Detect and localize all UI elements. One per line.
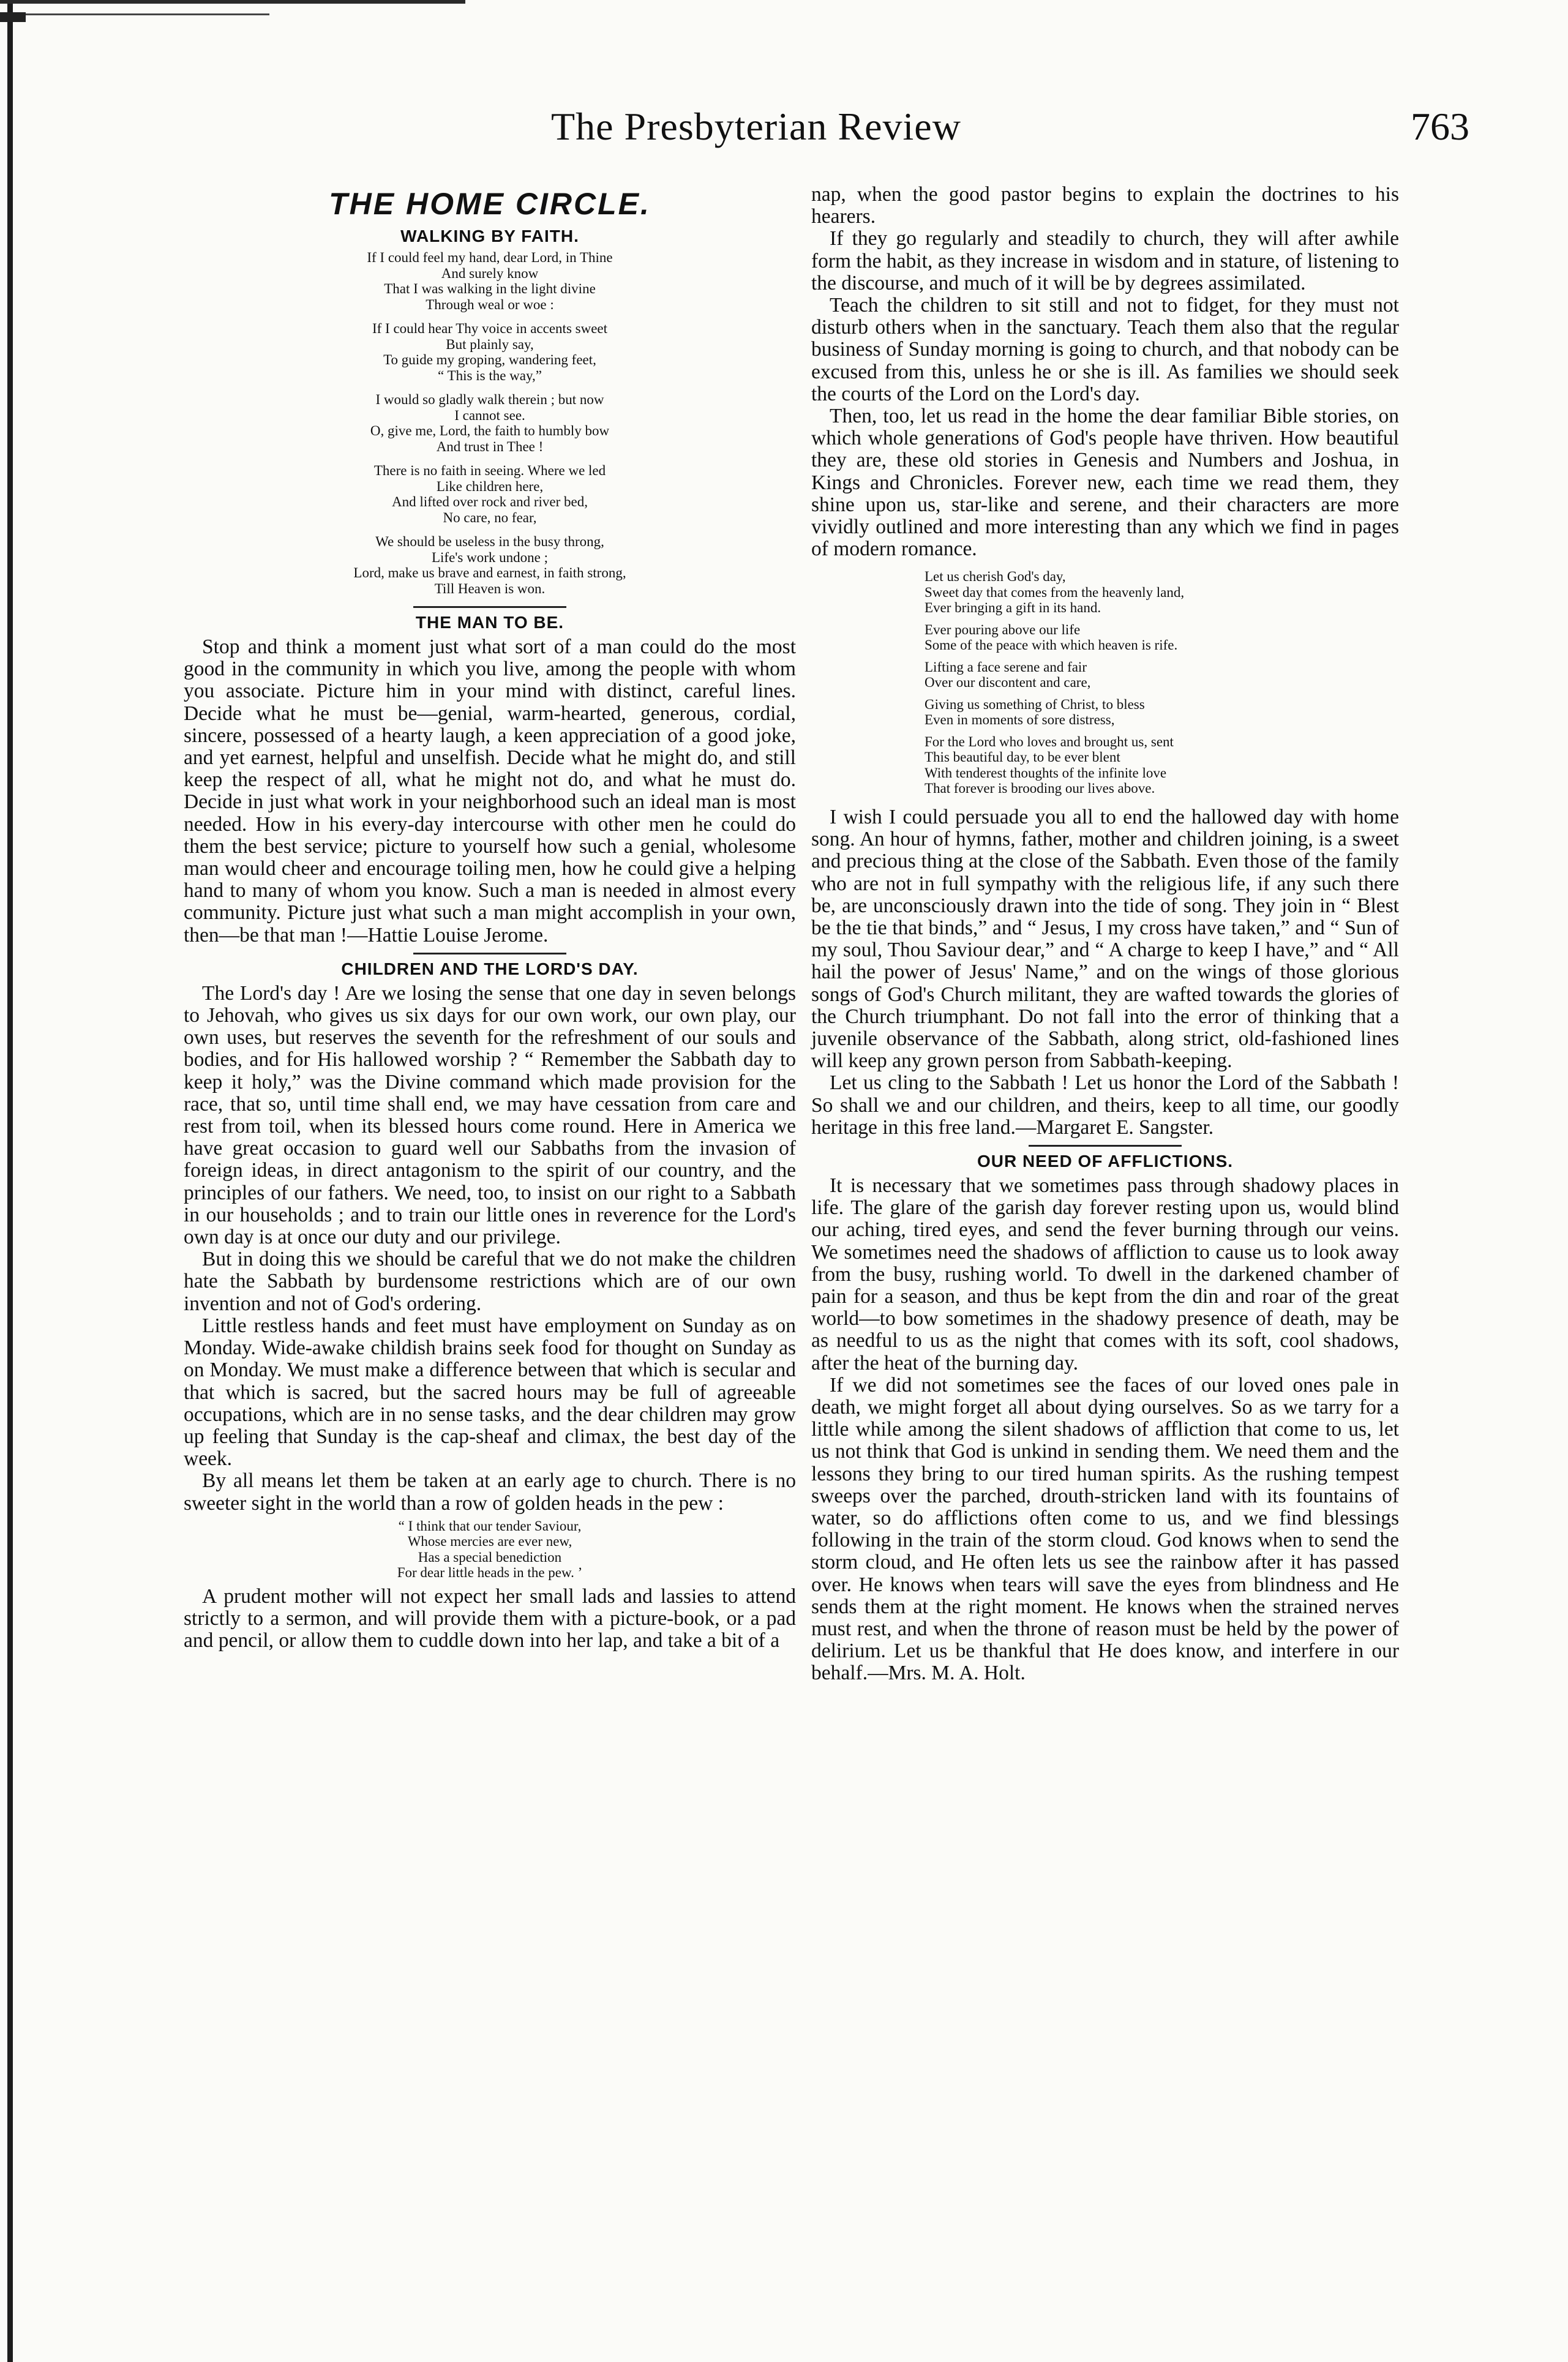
article-title-need-of-afflictions: OUR NEED OF AFFLICTIONS. (977, 1152, 1234, 1171)
verse-line: That forever is brooding our lives above. (925, 781, 1155, 797)
poem-stanza (925, 659, 1399, 691)
verse-line: Lord, make us brave and earnest, in faith strong, (353, 565, 626, 580)
verse-line: That I was walking in the light divine (384, 281, 596, 296)
poem-stanza (925, 734, 1399, 797)
article-paragraph: Little restless hands and feet must have employment on Sunday as on Monday. Wide-awake childish brains seek food for thought on Sunday as on Monday. We must make a difference between that which is secular and that which is sacred, but the sacred hours may be full of agreeable occupations, which are in no sense tasks, and the dear children may grow up feeling that Sunday is the cap-sheaf and climax, the best day of the week. (184, 1314, 796, 1471)
article-paragraph: Let us cling to the Sabbath ! Let us honor the Lord of the Sabbath ! So shall we and our children, and theirs, keep to all time, our goodly heritage in this free land.—Margaret E. Sangster. (811, 1071, 1399, 1139)
journal-title: The Presbyterian Review (551, 105, 961, 148)
article-title-man-to-be: THE MAN TO BE. (415, 613, 565, 632)
article-paragraph: A prudent mother will not expect her small lads and lassies to attend strictly to a sermon, and will provide them with a picture-book, or a pad and pencil, or allow them to cuddle down into her lap, and take a bit of a (184, 1584, 796, 1652)
verse-line: O, give me, Lord, the faith to humbly bow (370, 423, 610, 438)
top-edge-rule (0, 0, 465, 4)
verse-line: Through weal or woe : (426, 296, 554, 312)
verse-line: With tenderest thoughts of the infinite love (925, 765, 1167, 781)
article-title-children-lords-day: CHILDREN AND THE LORD'S DAY. (341, 959, 639, 978)
article-paragraph: I wish I could persuade you all to end the hallowed day with home song. An hour of hymns, father, mother and children joining, is a sweet and precious thing at the close of the Sabbath. Even those of the family who are not in full sympathy with the religious life, if any such there be, are unconsciously drawn into the tide of song. They join in “ Blest be the tie that binds,” and “ Jesus, I my cross have taken,” and “ Sun of my soul, Thou Saviour dear,” and “ A charge to keep I have,” and “ All hail the power of Jesus' Name,” and on the wings of those glorious songs of God's Church militant, they are wafted towards the glories of the Church triumphant. Do not fall into the error of thinking that a juvenile observance of the Sabbath, along strict, old-fashioned lines will keep any grown person from Sabbath-keeping. (811, 805, 1399, 1073)
article-paragraph: Stop and think a moment just what sort of a man could do the most good in the community in which you live, among the people with whom you associate. Picture him in your mind with distinct, careful lines. Decide what he must be—genial, warm-hearted, generous, cordial, sincere, possessed of a hearty laugh, a keen appreciation of a good joke, and yet earnest, helpful and unselfish. Decide what he might do, and still keep the respect of all, what he might not do, and what he must do. Decide in just what work in your neighborhood such an ideal man is most needed. How in his every-day intercourse with other men he could do them the best service; picture to yourself how such a genial, wholesome man would cheer and encourage toiling men, how he could give a helping hand to many of whom you know. Such a man is needed in almost every community. Picture just what such a man might accomplish in your own, then—be that man !—Hattie Louise Jerome. (184, 635, 796, 947)
verse-line: For the Lord who loves and brought us, sent (925, 733, 1174, 749)
page-number: 763 (1411, 105, 1469, 148)
verse-line: Lifting a face serene and fair (925, 659, 1087, 675)
verse-line: Giving us something of Christ, to bless (925, 696, 1145, 712)
verse-line: No care, no fear, (443, 509, 537, 525)
verse-line: Like children here, (436, 478, 544, 494)
verse-line: There is no faith in seeing. Where we led (373, 463, 606, 478)
article-paragraph: nap, when the good pastor begins to explain the doctrines to his hearers. (811, 183, 1399, 228)
poem-stanza (925, 622, 1399, 653)
verse-line: Has a special benediction (418, 1549, 562, 1565)
article-paragraph: It is necessary that we sometimes pass through shadowy places in life. The glare of the garish day forever resting upon us, would blind our aching, tired eyes, and send the fever burning through our veins. We sometimes need the shadows of affliction to cause us to look away from the busy, rushing world. To dwell in the darkened chamber of pain for a season, and thus be kept from the din and roar of the great world—to bow sometimes in the shadowy presence of death, may be as needful to us as the night that comes with its soft, cool shadows, after the heat of the burning day. (811, 1174, 1399, 1374)
verse-line: Let us cherish God's day, (925, 569, 1066, 585)
poem-title-walking-by-faith: WALKING BY FAITH. (400, 227, 579, 246)
verse-line: Sweet day that comes from the heavenly land, (925, 584, 1185, 600)
quoted-verse (184, 1518, 796, 1581)
poem-walking-by-faith (184, 250, 796, 596)
poem-stanza (184, 321, 796, 383)
article-paragraph: If we did not sometimes see the faces of our loved ones pale in death, we might forget all about dying ourselves. So as we tarry for a little while among the silent shadows of affliction that come to us, let us not think that God is unkind in sending them. We need them and the lessons they bring to our tired human spirits. As the rushing tempest sweeps over the parched, drouth-stricken land with its fountains of water, so do afflictions often come to us, and we find blessings following in the train of the storm cloud. God knows when to send the storm cloud, and He often lets us see the rainbow after it has passed over. He knows when tears will save the eyes from blindness and He sends them at the right moment. He knows when the strained nerves must rest, and when the throne of reason must be held by the power of delirium. Let us be thankful that He does know, and interfere in our behalf.—Mrs. M. A. Holt. (811, 1373, 1399, 1685)
running-header (551, 98, 1469, 171)
poem-lords-day (811, 569, 1399, 797)
left-column (184, 184, 796, 1652)
verse-line: I would so gladly walk therein ; but now (375, 392, 604, 407)
verse-line: Till Heaven is won. (434, 580, 546, 596)
section-divider (413, 606, 566, 608)
poem-stanza (184, 534, 796, 596)
article-paragraph: By all means let them be taken at an early age to church. There is no sweeter sight in the world than a row of golden heads in the pew : (184, 1469, 796, 1515)
poem-stanza (925, 697, 1399, 728)
poem-stanza (184, 250, 796, 312)
section-divider (1029, 1145, 1182, 1147)
verse-line: Over our discontent and care, (925, 675, 1091, 691)
verse-line: But plainly say, (446, 336, 534, 352)
verse-line: Even in moments of sore distress, (925, 712, 1115, 728)
verse-line: “ I think that our tender Saviour, (398, 1518, 582, 1534)
verse-line: I cannot see. (454, 407, 525, 423)
verse-line: Ever pouring above our life (925, 621, 1081, 637)
right-column (811, 184, 1399, 1685)
article-paragraph: If they go regularly and steadily to church, they will after awhile form the habit, as they increase in wisdom and in stature, of listening to the discourse, and much of it will be by degrees assimilated. (811, 227, 1399, 294)
article-paragraph: Teach the children to sit still and not to fidget, for they must not disturb others when in the sanctuary. Teach them also that the regular business of Sunday morning is going to church, and that nobody can be excused from this, unless he or she is ill. As families we should seek the courts of the Lord on the Lord's day. (811, 294, 1399, 405)
poem-stanza (925, 569, 1399, 616)
verse-line: Life's work undone ; (431, 549, 549, 565)
verse-line: To guide my groping, wandering feet, (383, 352, 596, 367)
top-edge-mark (0, 12, 26, 22)
poem-stanza (184, 392, 796, 454)
verse-line: Some of the peace with which heaven is rife. (925, 637, 1178, 653)
verse-line: And lifted over rock and river bed, (392, 494, 588, 509)
verse-line: “ This is the way,” (438, 367, 542, 383)
section-divider (413, 953, 566, 954)
verse-line: For dear little heads in the pew. ’ (397, 1565, 583, 1581)
verse-line: If I could hear Thy voice in accents sweet (372, 321, 608, 336)
verse-line: Whose mercies are ever new, (407, 1534, 572, 1550)
article-paragraph: But in doing this we should be careful that we do not make the children hate the Sabbath by burdensome restrictions which are of our own invention and not of God's ordering. (184, 1248, 796, 1315)
binding-edge-rule (7, 0, 13, 2362)
verse-line: This beautiful day, to be ever blent (925, 749, 1120, 765)
article-paragraph: Then, too, let us read in the home the dear familiar Bible stories, on which whole generations of God's people have thriven. How beautiful they are, these old stories in Genesis and Numbers and Joshua, in Kings and Chronicles. Forever new, each time we read them, they shine upon us, star-like and serene, and their characters are more vividly outlined and more interesting than any which we find in pages of modern romance. (811, 405, 1399, 561)
verse-line: Ever bringing a gift in its hand. (925, 600, 1101, 616)
poem-stanza (184, 463, 796, 525)
article-paragraph: The Lord's day ! Are we losing the sense that one day in seven belongs to Jehovah, who gives us six days for our own work, our own play, our own uses, but reserves the seventh for the refreshment of our souls and bodies, and for His hallowed worship ? “ Remember the Sabbath day to keep it holy,” was the Divine command which made provision for the race, that so, until time shall end, we may have cessation from care and rest from toil, when its blessed hours come round. Here in America we have great occasion to guard well our Sabbaths from the invasion of foreign ideas, in direct antagonism to the spirit of our country, and the principles of our fathers. We need, too, to insist on our right to a Sabbath in our households ; and to train our little ones in reverence for the Lord's own day is at once our duty and our privilege. (184, 981, 796, 1249)
top-edge-rule-thin (0, 13, 269, 15)
section-title: THE HOME CIRCLE. (329, 187, 651, 221)
verse-line: If I could feel my hand, dear Lord, in Thine (367, 250, 613, 265)
verse-line: And trust in Thee ! (436, 438, 544, 454)
verse-line: And surely know (441, 265, 539, 281)
verse-line: We should be useless in the busy throng, (375, 534, 604, 549)
